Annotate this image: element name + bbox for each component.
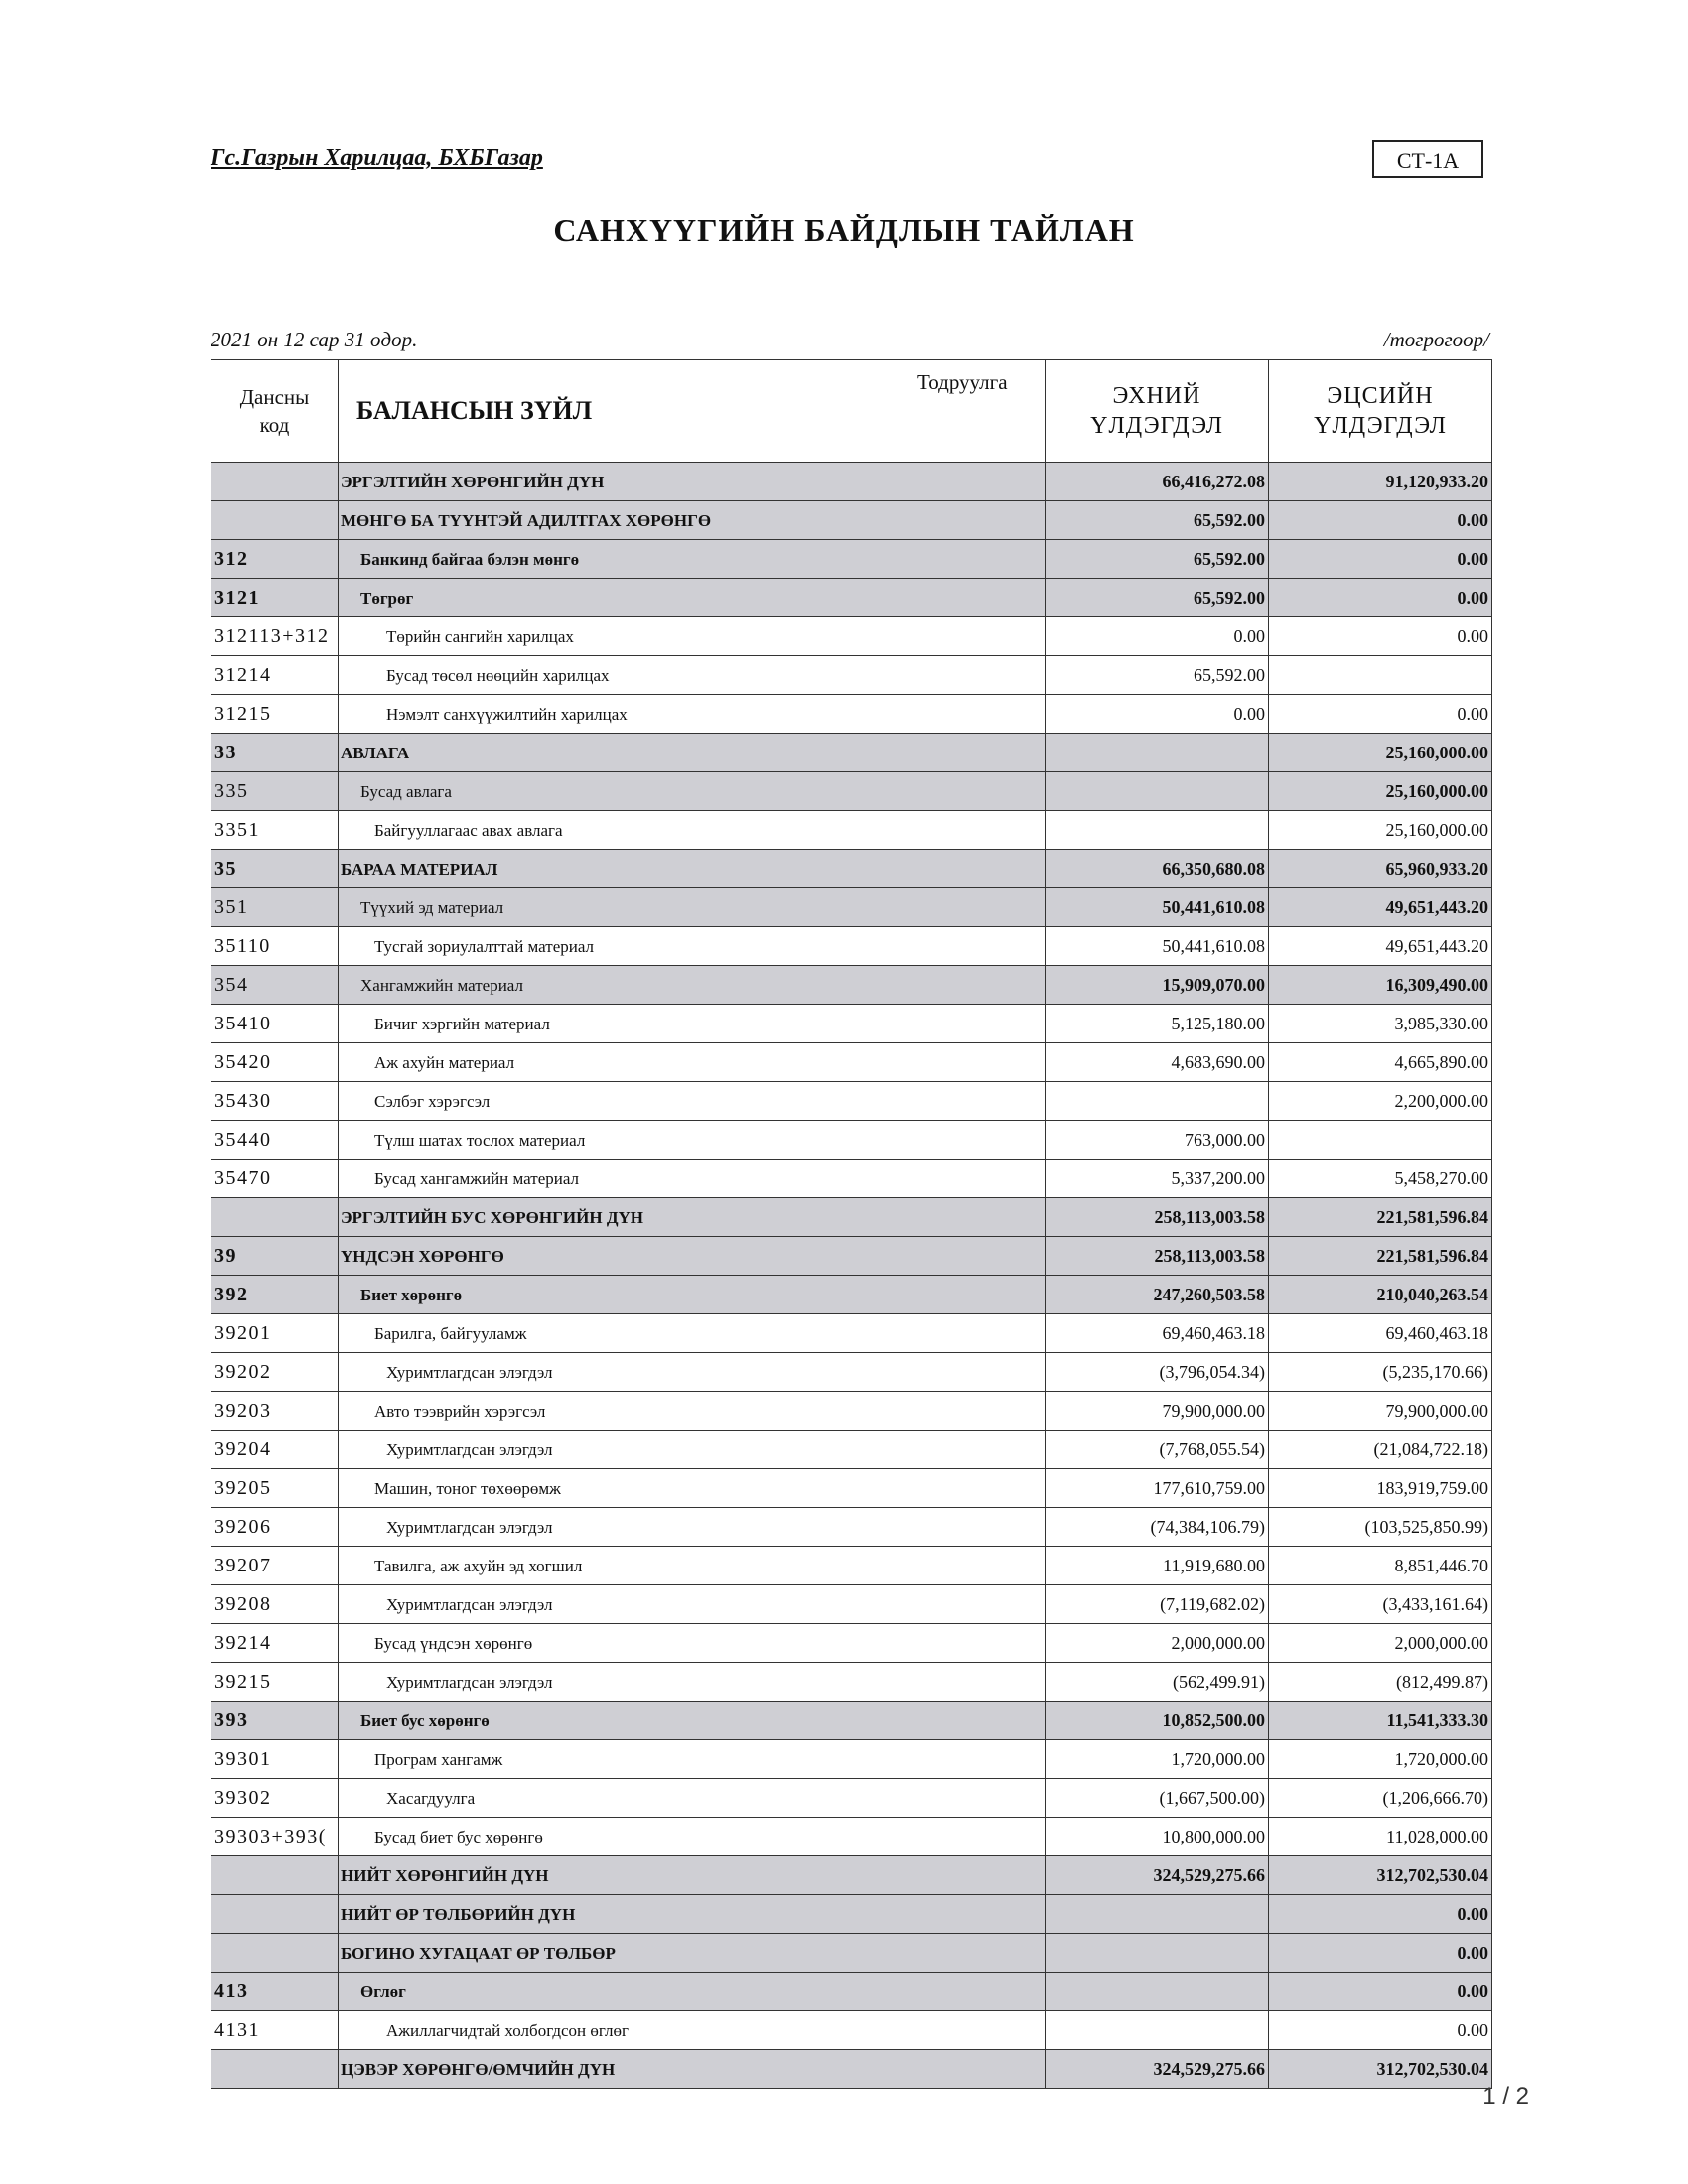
item-name-cell: НИЙТ ХӨРӨНГИЙН ДҮН	[339, 1856, 914, 1895]
account-code-cell: 335	[211, 772, 339, 811]
item-name-cell: Хангамжийн материал	[339, 966, 914, 1005]
note-cell	[914, 1392, 1046, 1431]
item-name-cell: Хуримтлагдсан элэгдэл	[339, 1663, 914, 1702]
account-code-cell: 3121	[211, 579, 339, 617]
item-name-cell: Барилга, байгууламж	[339, 1314, 914, 1353]
note-cell	[914, 1043, 1046, 1082]
table-row	[211, 734, 1492, 772]
note-cell	[914, 501, 1046, 540]
end-balance-cell: 4,665,890.00	[1269, 1043, 1492, 1082]
note-cell	[914, 1160, 1046, 1198]
table-row	[211, 579, 1492, 617]
item-name-cell: ЭРГЭЛТИЙН БУС ХӨРӨНГИЙН ДҮН	[339, 1198, 914, 1237]
table-row	[211, 888, 1492, 927]
item-name-cell: Авто тээврийн хэрэгсэл	[339, 1392, 914, 1431]
begin-balance-cell: (7,768,055.54)	[1046, 1431, 1269, 1469]
account-code-cell: 39208	[211, 1585, 339, 1624]
begin-balance-cell: 66,416,272.08	[1046, 463, 1269, 501]
begin-balance-cell: 177,610,759.00	[1046, 1469, 1269, 1508]
account-code-cell: 39201	[211, 1314, 339, 1353]
table-row	[211, 1198, 1492, 1237]
account-code-cell: 392	[211, 1276, 339, 1314]
balance-sheet-table	[211, 359, 1492, 2089]
account-code-cell	[211, 463, 339, 501]
note-cell	[914, 811, 1046, 850]
note-cell	[914, 1431, 1046, 1469]
begin-balance-cell: (1,667,500.00)	[1046, 1779, 1269, 1818]
note-cell	[914, 2011, 1046, 2050]
end-balance-cell: 312,702,530.04	[1269, 1856, 1492, 1895]
begin-balance-cell	[1046, 772, 1269, 811]
account-code-cell: 351	[211, 888, 339, 927]
begin-balance-cell: 65,592.00	[1046, 501, 1269, 540]
table-row	[211, 1121, 1492, 1160]
item-name-cell: Бусад авлага	[339, 772, 914, 811]
end-balance-cell: 1,720,000.00	[1269, 1740, 1492, 1779]
account-code-cell: 35410	[211, 1005, 339, 1043]
end-balance-cell: 8,851,446.70	[1269, 1547, 1492, 1585]
account-code-cell: 35420	[211, 1043, 339, 1082]
note-cell	[914, 772, 1046, 811]
item-name-cell: Бусад хангамжийн материал	[339, 1160, 914, 1198]
begin-balance-cell: 66,350,680.08	[1046, 850, 1269, 888]
begin-balance-cell: 50,441,610.08	[1046, 888, 1269, 927]
begin-balance-cell: 65,592.00	[1046, 540, 1269, 579]
account-code-cell: 3351	[211, 811, 339, 850]
report-title: САНХҮҮГИЙН БАЙДЛЫН ТАЙЛАН	[553, 212, 1135, 248]
table-row	[211, 1585, 1492, 1624]
begin-balance-cell: 247,260,503.58	[1046, 1276, 1269, 1314]
item-name-cell: Байгууллагаас авах авлага	[339, 811, 914, 850]
end-balance-cell: 3,985,330.00	[1269, 1005, 1492, 1043]
account-code-cell: 39302	[211, 1779, 339, 1818]
end-balance-cell: 0.00	[1269, 617, 1492, 656]
table-row	[211, 1314, 1492, 1353]
note-cell	[914, 1856, 1046, 1895]
account-code-cell: 4131	[211, 2011, 339, 2050]
note-cell	[914, 1198, 1046, 1237]
note-cell	[914, 656, 1046, 695]
item-name-cell: Өглөг	[339, 1973, 914, 2011]
end-balance-cell: 25,160,000.00	[1269, 734, 1492, 772]
end-balance-cell: 221,581,596.84	[1269, 1237, 1492, 1276]
item-name-cell: ЦЭВЭР ХӨРӨНГӨ/ӨМЧИЙН ДҮН	[339, 2050, 914, 2089]
table-row	[211, 1856, 1492, 1895]
note-cell	[914, 850, 1046, 888]
begin-balance-cell	[1046, 811, 1269, 850]
begin-balance-cell: 11,919,680.00	[1046, 1547, 1269, 1585]
account-code-cell: 39206	[211, 1508, 339, 1547]
begin-balance-cell: 324,529,275.66	[1046, 2050, 1269, 2089]
begin-balance-cell: 258,113,003.58	[1046, 1237, 1269, 1276]
item-name-cell: МӨНГӨ БА ТҮҮНТЭЙ АДИЛТГАХ ХӨРӨНГӨ	[339, 501, 914, 540]
item-name-cell: Хуримтлагдсан элэгдэл	[339, 1431, 914, 1469]
currency-unit: /төгрөгөөр/	[1383, 328, 1489, 351]
end-balance-cell: 0.00	[1269, 501, 1492, 540]
table-row	[211, 1702, 1492, 1740]
end-balance-cell: 5,458,270.00	[1269, 1160, 1492, 1198]
begin-balance-cell: 4,683,690.00	[1046, 1043, 1269, 1082]
account-code-cell: 39303+393(	[211, 1818, 339, 1856]
item-name-cell: Түүхий эд материал	[339, 888, 914, 927]
table-row	[211, 772, 1492, 811]
item-name-cell: Бичиг хэргийн материал	[339, 1005, 914, 1043]
account-code-cell	[211, 1856, 339, 1895]
page-number: 1 / 2	[1482, 2083, 1529, 2110]
end-balance-cell: 49,651,443.20	[1269, 888, 1492, 927]
begin-balance-cell: 65,592.00	[1046, 579, 1269, 617]
table-row	[211, 811, 1492, 850]
note-cell	[914, 1973, 1046, 2011]
note-cell	[914, 1702, 1046, 1740]
end-balance-cell	[1269, 1121, 1492, 1160]
begin-balance-cell: 10,852,500.00	[1046, 1702, 1269, 1740]
begin-balance-cell: 69,460,463.18	[1046, 1314, 1269, 1353]
note-cell	[914, 1818, 1046, 1856]
table-row	[211, 540, 1492, 579]
end-balance-cell: 91,120,933.20	[1269, 463, 1492, 501]
account-code-cell: 33	[211, 734, 339, 772]
end-balance-cell: 69,460,463.18	[1269, 1314, 1492, 1353]
table-row	[211, 1508, 1492, 1547]
end-balance-cell: 2,000,000.00	[1269, 1624, 1492, 1663]
begin-balance-cell: 79,900,000.00	[1046, 1392, 1269, 1431]
table-row	[211, 1547, 1492, 1585]
item-name-cell: Сэлбэг хэрэгсэл	[339, 1082, 914, 1121]
begin-balance-cell: 10,800,000.00	[1046, 1818, 1269, 1856]
begin-balance-cell	[1046, 2011, 1269, 2050]
end-balance-cell: 0.00	[1269, 1973, 1492, 2011]
table-row	[211, 1895, 1492, 1934]
account-code-cell: 39207	[211, 1547, 339, 1585]
account-code-cell: 31214	[211, 656, 339, 695]
column-header-begin-balance: ЭХНИЙ ҮЛДЭГДЭЛ	[1046, 360, 1269, 463]
item-name-cell: Тусгай зориулалттай материал	[339, 927, 914, 966]
account-code-cell: 39205	[211, 1469, 339, 1508]
begin-balance-cell: (3,796,054.34)	[1046, 1353, 1269, 1392]
table-row	[211, 1934, 1492, 1973]
organization-name: Гс.Газрын Харилцаа, БХБГазар	[211, 145, 543, 171]
account-code-cell: 393	[211, 1702, 339, 1740]
table-row	[211, 1392, 1492, 1431]
table-row	[211, 1276, 1492, 1314]
end-balance-cell: (3,433,161.64)	[1269, 1585, 1492, 1624]
end-balance-cell: 221,581,596.84	[1269, 1198, 1492, 1237]
begin-balance-cell: 15,909,070.00	[1046, 966, 1269, 1005]
report-date: 2021 он 12 сар 31 өдөр.	[211, 328, 418, 351]
end-balance-cell: 25,160,000.00	[1269, 772, 1492, 811]
table-row	[211, 463, 1492, 501]
note-cell	[914, 579, 1046, 617]
note-cell	[914, 1353, 1046, 1392]
begin-balance-cell	[1046, 1895, 1269, 1934]
begin-balance-cell: 0.00	[1046, 695, 1269, 734]
end-balance-cell: (21,084,722.18)	[1269, 1431, 1492, 1469]
account-code-cell	[211, 2050, 339, 2089]
begin-balance-cell: 65,592.00	[1046, 656, 1269, 695]
table-row	[211, 1005, 1492, 1043]
begin-balance-cell: 0.00	[1046, 617, 1269, 656]
column-header-end-balance: ЭЦСИЙН ҮЛДЭГДЭЛ	[1269, 360, 1492, 463]
table-row	[211, 656, 1492, 695]
note-cell	[914, 1121, 1046, 1160]
table-row	[211, 1237, 1492, 1276]
item-name-cell: ҮНДСЭН ХӨРӨНГӨ	[339, 1237, 914, 1276]
begin-balance-cell: 5,125,180.00	[1046, 1005, 1269, 1043]
note-cell	[914, 888, 1046, 927]
table-row	[211, 2050, 1492, 2089]
note-cell	[914, 540, 1046, 579]
item-name-cell: Бусад биет бус хөрөнгө	[339, 1818, 914, 1856]
note-cell	[914, 927, 1046, 966]
note-cell	[914, 617, 1046, 656]
note-cell	[914, 1624, 1046, 1663]
account-code-cell	[211, 1198, 339, 1237]
end-balance-cell: 210,040,263.54	[1269, 1276, 1492, 1314]
table-row	[211, 1973, 1492, 2011]
begin-balance-cell	[1046, 1934, 1269, 1973]
account-code-cell: 35470	[211, 1160, 339, 1198]
item-name-cell: Нэмэлт санхүүжилтийн харилцах	[339, 695, 914, 734]
end-balance-cell: 49,651,443.20	[1269, 927, 1492, 966]
item-name-cell: Бусад төсөл нөөцийн харилцах	[339, 656, 914, 695]
item-name-cell: Хасагдуулга	[339, 1779, 914, 1818]
table-row	[211, 1624, 1492, 1663]
begin-balance-cell: 258,113,003.58	[1046, 1198, 1269, 1237]
column-header-code: Дансны код	[211, 360, 339, 463]
note-cell	[914, 1276, 1046, 1314]
table-row	[211, 1663, 1492, 1702]
item-name-cell: Тавилга, аж ахуйн эд хогшил	[339, 1547, 914, 1585]
item-name-cell: Хуримтлагдсан элэгдэл	[339, 1508, 914, 1547]
table-row	[211, 1353, 1492, 1392]
begin-balance-cell: 763,000.00	[1046, 1121, 1269, 1160]
end-balance-cell: (103,525,850.99)	[1269, 1508, 1492, 1547]
begin-balance-cell: 324,529,275.66	[1046, 1856, 1269, 1895]
end-balance-cell: 312,702,530.04	[1269, 2050, 1492, 2089]
item-name-cell: Машин, тоног төхөөрөмж	[339, 1469, 914, 1508]
item-name-cell: Ажиллагчидтай холбогдсон өглөг	[339, 2011, 914, 2050]
end-balance-cell: 11,541,333.30	[1269, 1702, 1492, 1740]
note-cell	[914, 695, 1046, 734]
table-row	[211, 1779, 1492, 1818]
item-name-cell: Биет бус хөрөнгө	[339, 1702, 914, 1740]
account-code-cell: 35430	[211, 1082, 339, 1121]
account-code-cell: 39203	[211, 1392, 339, 1431]
note-cell	[914, 1237, 1046, 1276]
note-cell	[914, 463, 1046, 501]
item-name-cell: АВЛАГА	[339, 734, 914, 772]
item-name-cell: Хуримтлагдсан элэгдэл	[339, 1353, 914, 1392]
note-cell	[914, 1508, 1046, 1547]
end-balance-cell: 2,200,000.00	[1269, 1082, 1492, 1121]
begin-balance-cell: 5,337,200.00	[1046, 1160, 1269, 1198]
account-code-cell: 35110	[211, 927, 339, 966]
account-code-cell	[211, 1895, 339, 1934]
table-row	[211, 695, 1492, 734]
item-name-cell: Хуримтлагдсан элэгдэл	[339, 1585, 914, 1624]
column-header-item: БАЛАНСЫН ЗҮЙЛ	[339, 360, 914, 463]
item-name-cell: Биет хөрөнгө	[339, 1276, 914, 1314]
end-balance-cell: (812,499.87)	[1269, 1663, 1492, 1702]
table-row	[211, 927, 1492, 966]
end-balance-cell: 0.00	[1269, 579, 1492, 617]
end-balance-cell: 11,028,000.00	[1269, 1818, 1492, 1856]
begin-balance-cell: 2,000,000.00	[1046, 1624, 1269, 1663]
begin-balance-cell	[1046, 1973, 1269, 2011]
end-balance-cell: 79,900,000.00	[1269, 1392, 1492, 1431]
table-row	[211, 850, 1492, 888]
begin-balance-cell: (7,119,682.02)	[1046, 1585, 1269, 1624]
account-code-cell: 31215	[211, 695, 339, 734]
item-name-cell: БАРАА МАТЕРИАЛ	[339, 850, 914, 888]
table-row	[211, 1469, 1492, 1508]
account-code-cell: 312113+312	[211, 617, 339, 656]
begin-balance-cell	[1046, 734, 1269, 772]
note-cell	[914, 1082, 1046, 1121]
account-code-cell: 312	[211, 540, 339, 579]
note-cell	[914, 734, 1046, 772]
end-balance-cell: 0.00	[1269, 1895, 1492, 1934]
item-name-cell: Банкинд байгаа бэлэн мөнгө	[339, 540, 914, 579]
table-row	[211, 1818, 1492, 1856]
end-balance-cell: 0.00	[1269, 1934, 1492, 1973]
account-code-cell: 39204	[211, 1431, 339, 1469]
item-name-cell: Төрийн сангийн харилцах	[339, 617, 914, 656]
end-balance-cell: (5,235,170.66)	[1269, 1353, 1492, 1392]
end-balance-cell: 65,960,933.20	[1269, 850, 1492, 888]
note-cell	[914, 1005, 1046, 1043]
note-cell	[914, 1314, 1046, 1353]
end-balance-cell: 25,160,000.00	[1269, 811, 1492, 850]
table-row	[211, 2011, 1492, 2050]
note-cell	[914, 1585, 1046, 1624]
end-balance-cell	[1269, 656, 1492, 695]
begin-balance-cell: (74,384,106.79)	[1046, 1508, 1269, 1547]
table-row	[211, 1740, 1492, 1779]
end-balance-cell: 0.00	[1269, 540, 1492, 579]
table-row	[211, 966, 1492, 1005]
table-row	[211, 1082, 1492, 1121]
account-code-cell: 35	[211, 850, 339, 888]
begin-balance-cell: 1,720,000.00	[1046, 1740, 1269, 1779]
item-name-cell: Түлш шатах тослох материал	[339, 1121, 914, 1160]
account-code-cell: 354	[211, 966, 339, 1005]
account-code-cell: 39215	[211, 1663, 339, 1702]
account-code-cell	[211, 501, 339, 540]
account-code-cell: 39	[211, 1237, 339, 1276]
item-name-cell: Бусад үндсэн хөрөнгө	[339, 1624, 914, 1663]
account-code-cell	[211, 1934, 339, 1973]
table-row	[211, 617, 1492, 656]
note-cell	[914, 1547, 1046, 1585]
table-row	[211, 1431, 1492, 1469]
form-code-badge: СТ-1А	[1372, 140, 1483, 178]
note-cell	[914, 1895, 1046, 1934]
column-header-note: Тодруулга	[914, 360, 1046, 463]
end-balance-cell: 183,919,759.00	[1269, 1469, 1492, 1508]
note-cell	[914, 2050, 1046, 2089]
table-body	[211, 463, 1492, 2089]
table-row	[211, 1160, 1492, 1198]
account-code-cell: 39214	[211, 1624, 339, 1663]
item-name-cell: ЭРГЭЛТИЙН ХӨРӨНГИЙН ДҮН	[339, 463, 914, 501]
table-header-row	[211, 360, 1492, 463]
note-cell	[914, 1740, 1046, 1779]
note-cell	[914, 1469, 1046, 1508]
account-code-cell: 39301	[211, 1740, 339, 1779]
end-balance-cell: 0.00	[1269, 2011, 1492, 2050]
account-code-cell: 35440	[211, 1121, 339, 1160]
end-balance-cell: 0.00	[1269, 695, 1492, 734]
begin-balance-cell: 50,441,610.08	[1046, 927, 1269, 966]
note-cell	[914, 1663, 1046, 1702]
note-cell	[914, 1779, 1046, 1818]
begin-balance-cell: (562,499.91)	[1046, 1663, 1269, 1702]
table-row	[211, 501, 1492, 540]
item-name-cell: НИЙТ ӨР ТӨЛБӨРИЙН ДҮН	[339, 1895, 914, 1934]
end-balance-cell: 16,309,490.00	[1269, 966, 1492, 1005]
note-cell	[914, 966, 1046, 1005]
item-name-cell: БОГИНО ХУГАЦААТ ӨР ТӨЛБӨР	[339, 1934, 914, 1973]
account-code-cell: 413	[211, 1973, 339, 2011]
note-cell	[914, 1934, 1046, 1973]
item-name-cell: Аж ахуйн материал	[339, 1043, 914, 1082]
begin-balance-cell	[1046, 1082, 1269, 1121]
end-balance-cell: (1,206,666.70)	[1269, 1779, 1492, 1818]
item-name-cell: Төгрөг	[339, 579, 914, 617]
table-row	[211, 1043, 1492, 1082]
account-code-cell: 39202	[211, 1353, 339, 1392]
item-name-cell: Програм хангамж	[339, 1740, 914, 1779]
